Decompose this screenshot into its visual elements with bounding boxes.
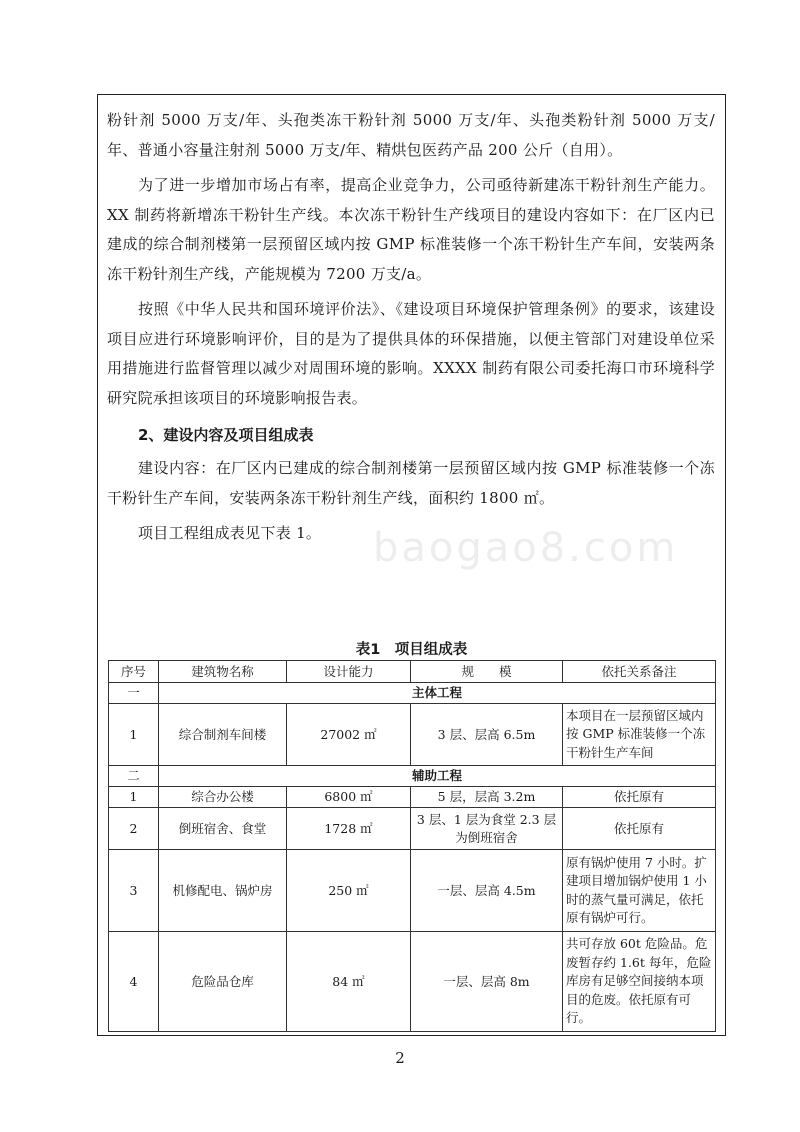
paragraph-market: 为了进一步增加市场占有率，提高企业竞争力，公司亟待新建冻干粉针剂生产能力。XX 制药将新增冻干粉针生产线。本次冻干粉针生产线项目的建设内容如下：在厂区内已建成的综合制剂楼第一层预留区域内按 GMP 标准装修一个冻干粉针生产车间，安装两条冻干粉针剂生产线，产能规模为 7200 万支/a。 bbox=[107, 176, 715, 283]
cell-no: 2 bbox=[109, 808, 159, 850]
cell-note: 共可存放 60t 危险品。危废暂存约 1.6t 每年，危险库房有足够空间接纳本项目的危废。依托原有可行。 bbox=[563, 932, 716, 1032]
group-title: 辅助工程 bbox=[159, 766, 716, 787]
cell-no: 4 bbox=[109, 932, 159, 1032]
cell-scale: 一层、层高 4.5m bbox=[411, 850, 563, 932]
header-scale: 规 模 bbox=[411, 661, 563, 683]
cell-no: 3 bbox=[109, 850, 159, 932]
cell-name: 危险品仓库 bbox=[159, 932, 287, 1032]
section-heading: 2、建设内容及项目组成表 bbox=[138, 426, 314, 444]
header-note: 依托关系备注 bbox=[563, 661, 716, 683]
cell-note: 原有锅炉使用 7 小时。扩建项目增加锅炉使用 1 小时的蒸气量可满足，依托原有锅炉可行。 bbox=[563, 850, 716, 932]
paragraph-table-reference: 项目工程组成表见下表 1。 bbox=[138, 524, 322, 542]
table-header-row bbox=[109, 661, 716, 683]
table-title: 表1 项目组成表 bbox=[355, 642, 468, 658]
watermark-text: baogao8.com bbox=[373, 525, 679, 571]
cell-no: 1 bbox=[109, 787, 159, 808]
cell-note: 本项目在一层预留区域内按 GMP 标准装修一个冻干粉针生产车间 bbox=[563, 704, 716, 766]
table-row bbox=[109, 787, 716, 808]
group-title: 主体工程 bbox=[159, 683, 716, 704]
cell-name: 综合办公楼 bbox=[159, 787, 287, 808]
table-row bbox=[109, 808, 716, 850]
group-no: 二 bbox=[109, 766, 159, 787]
cell-scale: 3 层、1 层为食堂 2.3 层为倒班宿舍 bbox=[411, 808, 563, 850]
cell-scale: 5 层，层高 3.2m bbox=[411, 787, 563, 808]
cell-note: 依托原有 bbox=[563, 787, 716, 808]
cell-capacity: 1728 ㎡ bbox=[287, 808, 411, 850]
body-text bbox=[107, 106, 715, 549]
header-name: 建筑物名称 bbox=[159, 661, 287, 683]
group-row-main bbox=[109, 683, 716, 704]
group-no: 一 bbox=[109, 683, 159, 704]
cell-note: 依托原有 bbox=[563, 808, 716, 850]
table-row bbox=[109, 932, 716, 1032]
page-number: 2 bbox=[395, 1049, 405, 1067]
cell-scale: 3 层、层高 6.5m bbox=[411, 704, 563, 766]
paragraph-construction-content: 建设内容：在厂区内已建成的综合制剂楼第一层预留区域内按 GMP 标准装修一个冻干粉针生产车间，安装两条冻干粉针剂生产线，面积约 1800 ㎡。 bbox=[107, 459, 715, 507]
cell-capacity: 27002 ㎡ bbox=[287, 704, 411, 766]
project-composition-table bbox=[108, 660, 716, 1032]
cell-capacity: 84 ㎡ bbox=[287, 932, 411, 1032]
header-no: 序号 bbox=[109, 661, 159, 683]
table-row bbox=[109, 850, 716, 932]
table-row bbox=[109, 704, 716, 766]
page-frame-bottom-rule bbox=[97, 1035, 726, 1036]
cell-no: 1 bbox=[109, 704, 159, 766]
cell-name: 机修配电、锅炉房 bbox=[159, 850, 287, 932]
cell-capacity: 250 ㎡ bbox=[287, 850, 411, 932]
cell-name: 综合制剂车间楼 bbox=[159, 704, 287, 766]
cell-name: 倒班宿舍、食堂 bbox=[159, 808, 287, 850]
group-row-auxiliary bbox=[109, 766, 716, 787]
cell-scale: 一层、层高 8m bbox=[411, 932, 563, 1032]
paragraph-regulation: 按照《中华人民共和国环境评价法》、《建设项目环境保护管理条例》的要求，该建设项目应进行环境影响评价，目的是为了提供具体的环保措施，以便主管部门对建设单位采用措施进行监督管理以减少对周围环境的影响。XXXX 制药有限公司委托海口市环境科学研究院承担该项目的环境影响报告表。 bbox=[107, 300, 715, 407]
paragraph-continuation: 粉针剂 5000 万支/年、头孢类冻干粉针剂 5000 万支/年、头孢类粉针剂 5000 万支/年、普通小容量注射剂 5000 万支/年、精烘包医药产品 200 公斤（自用）。 bbox=[107, 111, 715, 159]
cell-capacity: 6800 ㎡ bbox=[287, 787, 411, 808]
header-capacity: 设计能力 bbox=[287, 661, 411, 683]
